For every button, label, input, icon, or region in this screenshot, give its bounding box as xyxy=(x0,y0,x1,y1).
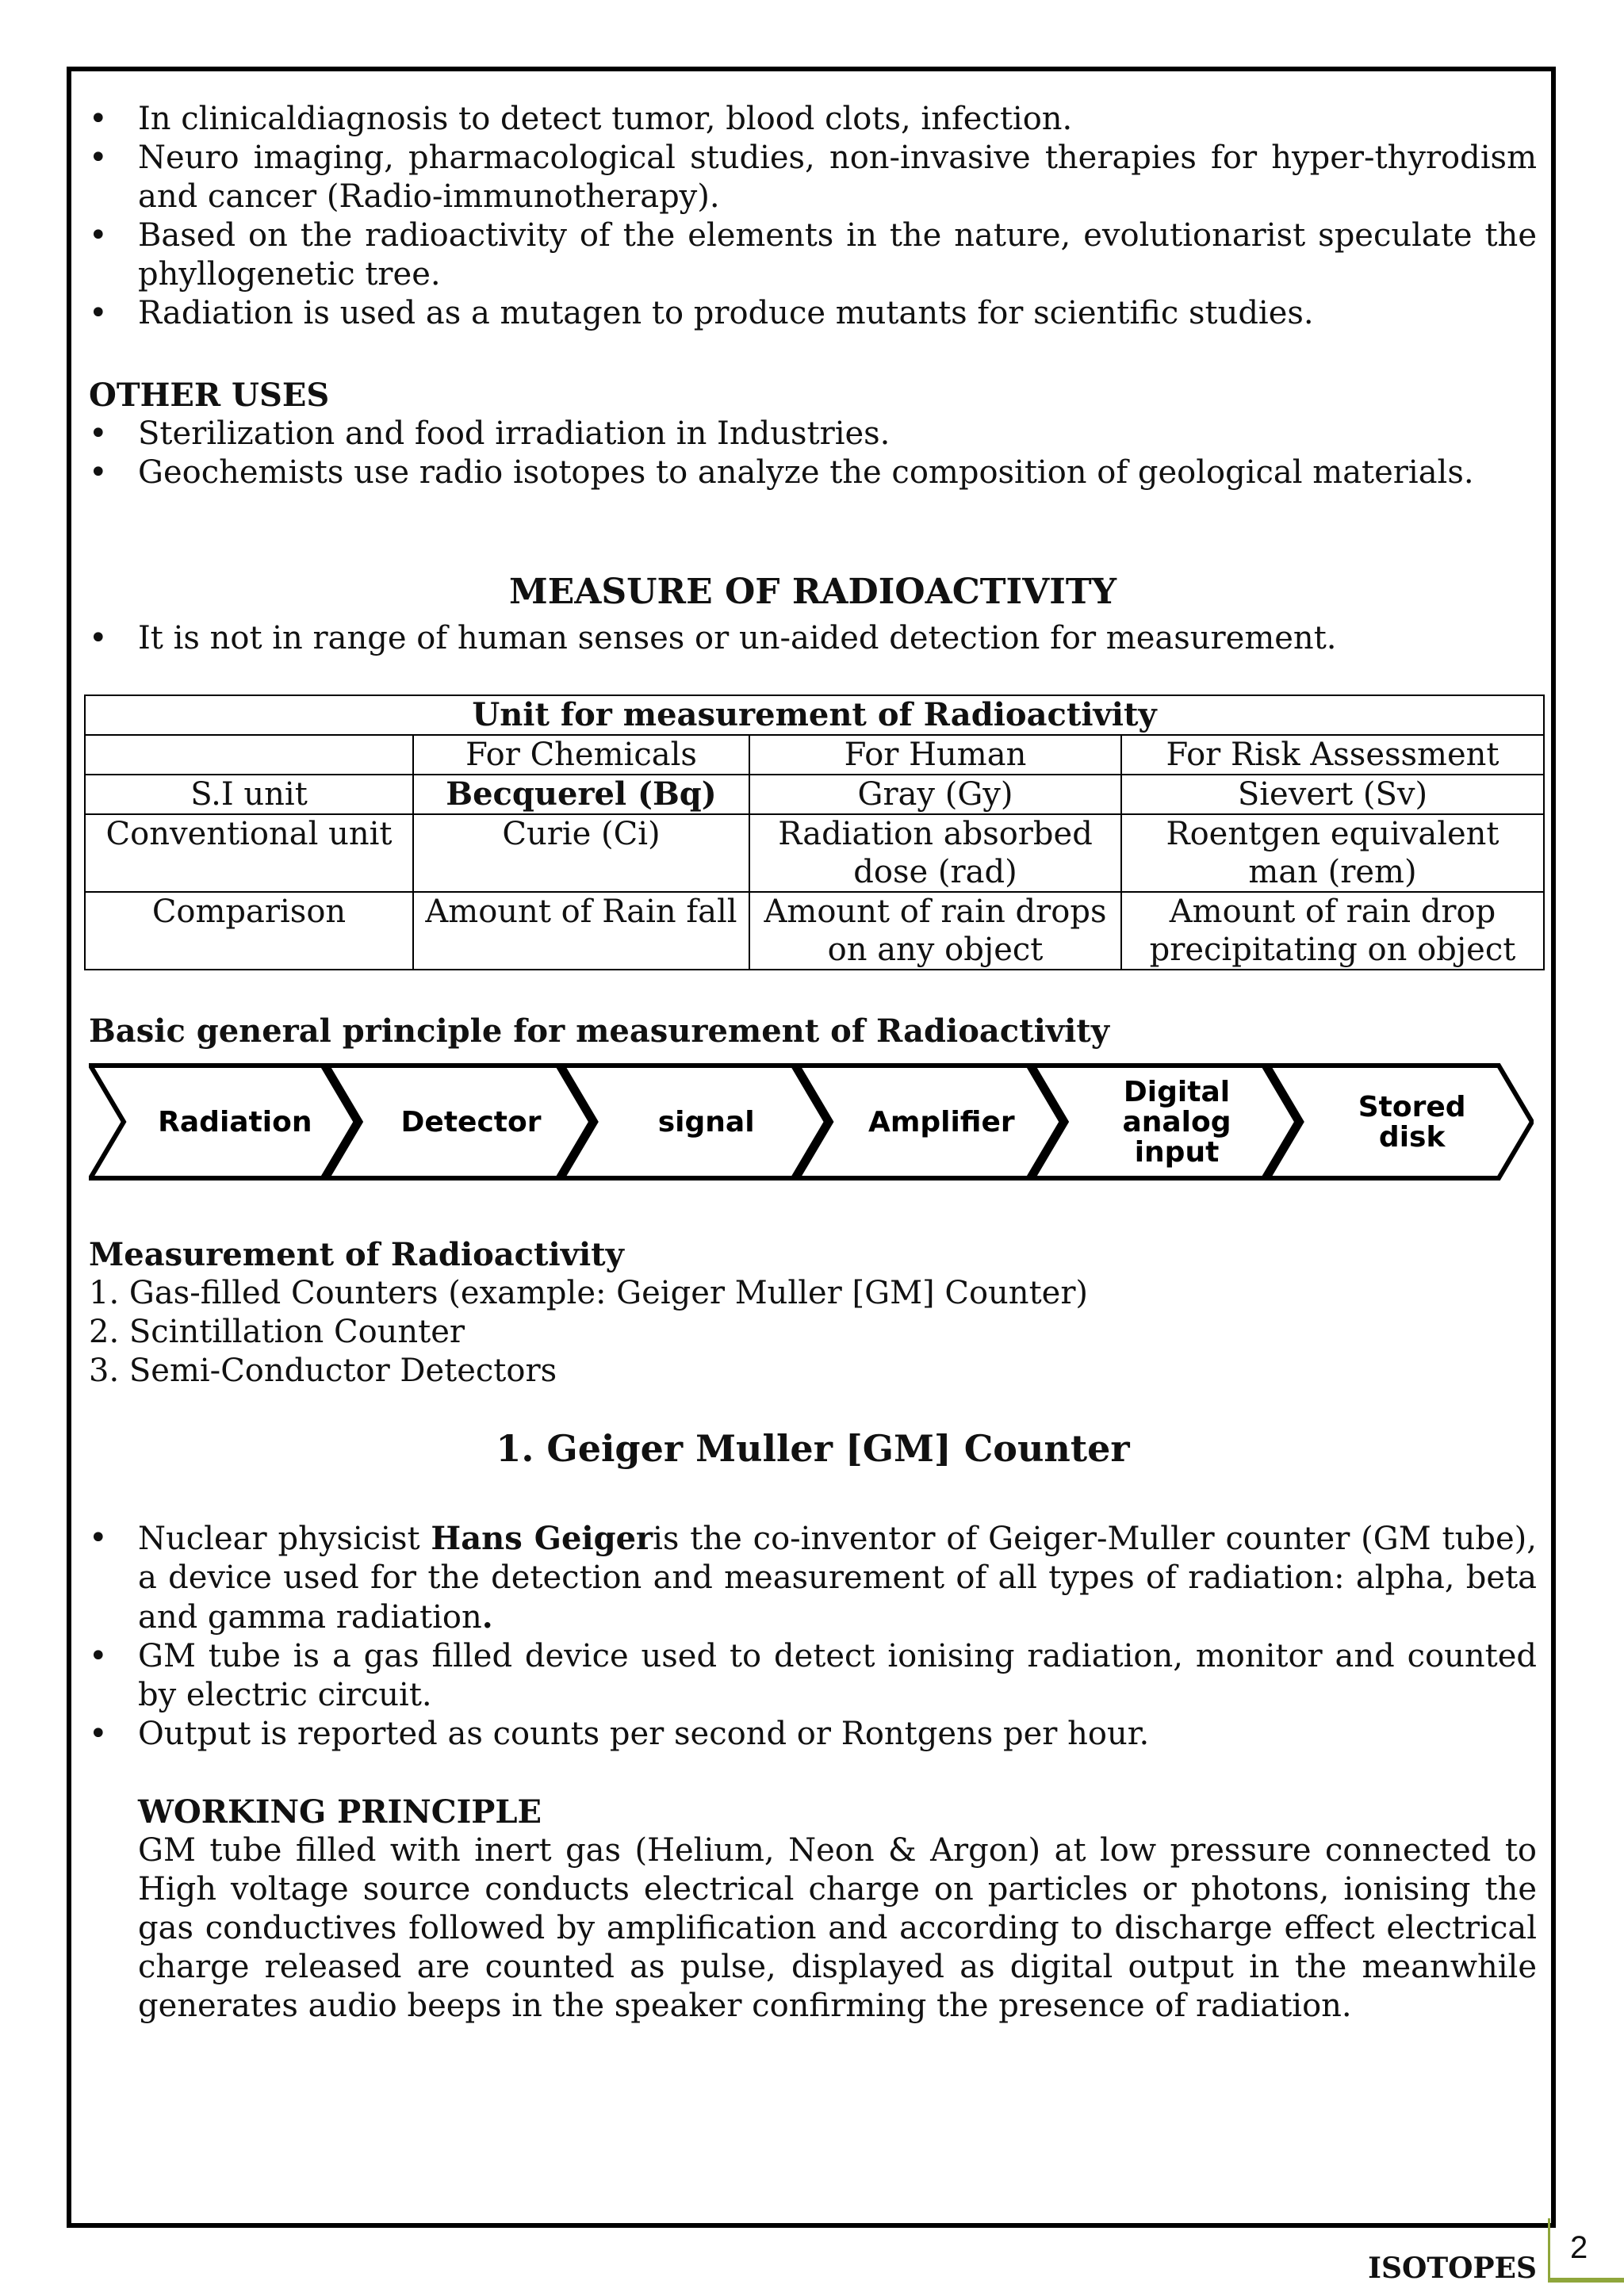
table-cell: Curie (Ci) xyxy=(413,814,749,892)
table-cell: S.I unit xyxy=(85,775,413,814)
footer-accent-rule xyxy=(1548,2278,1624,2283)
table-cell: Amount of rain drops on any object xyxy=(749,892,1121,970)
principle-flow xyxy=(89,1062,1534,1181)
gm-section xyxy=(89,1519,1537,2026)
table-cell: Conventional unit xyxy=(85,814,413,892)
flow-step-label: signal xyxy=(657,1106,755,1138)
table-row xyxy=(85,775,1544,814)
list-item: • Output is reported as counts per second or Rontgens per hour. xyxy=(89,1715,1537,1754)
working-principle-heading: WORKING PRINCIPLE xyxy=(138,1793,542,1831)
list-item xyxy=(89,1519,1537,1637)
footer-accent-bar xyxy=(1548,2218,1550,2282)
list-item: • GM tube is a gas filled device used to detect ionising radiation, monitor and counted by electric circuit. xyxy=(89,1637,1537,1715)
table-cell: Roentgen equivalent man (rem) xyxy=(1121,814,1544,892)
measure-heading: MEASURE OF RADIOACTIVITY xyxy=(509,572,1116,612)
table-cell: Amount of rain drop precipitating on object xyxy=(1121,892,1544,970)
uses-section xyxy=(89,100,1537,333)
list-item: • Based on the radioactivity of the elements in the nature, evolutionarist speculate the phyllogenetic tree. xyxy=(89,216,1537,294)
flow-step-label: Amplifier xyxy=(868,1106,1015,1138)
inventor-name: Hans Geiger xyxy=(431,1520,653,1557)
page-number: 2 xyxy=(1570,2230,1588,2265)
list-item: • Radiation is used as a mutagen to produce mutants for scientific studies. xyxy=(89,294,1537,333)
table-cell: Gray (Gy) xyxy=(749,775,1121,814)
footer-title: ISOTOPES xyxy=(1368,2252,1537,2285)
text-span: . xyxy=(481,1598,493,1636)
flow-step-label: Radiation xyxy=(158,1106,312,1138)
units-table xyxy=(84,695,1545,970)
gm-heading: 1. Geiger Muller [GM] Counter xyxy=(496,1427,1130,1470)
list-item: • Sterilization and food irradiation in Industries. xyxy=(89,415,1537,453)
table-cell: Sievert (Sv) xyxy=(1121,775,1544,814)
table-cell: Radiation absorbed dose (rad) xyxy=(749,814,1121,892)
flow-step-label: disk xyxy=(1378,1121,1446,1154)
measurement-section xyxy=(89,1235,1537,1391)
table-header-cell xyxy=(85,735,413,775)
working-principle xyxy=(89,1793,1537,2026)
list-item: • It is not in range of human senses or un-aided detection for measurement. xyxy=(89,619,1537,658)
measure-section xyxy=(89,619,1537,658)
flow-step-label: Stored xyxy=(1358,1091,1466,1123)
table-cell: Becquerel (Bq) xyxy=(413,775,749,814)
table-header-cell: For Chemicals xyxy=(413,735,749,775)
other-uses-list xyxy=(89,415,1537,492)
table-header-row xyxy=(85,735,1544,775)
working-principle-text: GM tube filled with inert gas (Helium, Neon & Argon) at low pressure connected to High voltage source conducts electrical charge on particles or photons, ionising the gas conductives followed by amplification and according to discharge effect electrical charge released are counted as pulse, displayed as digital output in the meanwhile generates audio beeps in the speaker confirming the presence of radiation. xyxy=(138,1832,1537,2024)
text-span: Nuclear physicist xyxy=(138,1521,431,1557)
list-item: 3. Semi-Conductor Detectors xyxy=(89,1353,557,1389)
flow-step-label: Digital xyxy=(1123,1076,1231,1108)
table-row xyxy=(85,814,1544,892)
flow-step-label: input xyxy=(1134,1136,1220,1169)
other-uses-section xyxy=(89,376,1537,492)
list-item: • In clinicaldiagnosis to detect tumor, blood clots, infection. xyxy=(89,100,1537,139)
list-item: 1. Gas-filled Counters (example: Geiger Muller [GM] Counter) xyxy=(89,1275,1089,1311)
flow-step-label: analog xyxy=(1122,1106,1231,1138)
table-header-cell: For Risk Assessment xyxy=(1121,735,1544,775)
flow-step-label: Detector xyxy=(400,1106,542,1138)
other-uses-heading: OTHER USES xyxy=(89,377,330,414)
table-cell: Comparison xyxy=(85,892,413,970)
uses-list xyxy=(89,100,1537,333)
measurement-heading: Measurement of Radioactivity xyxy=(89,1236,624,1273)
principle-heading: Basic general principle for measurement of Radioactivity xyxy=(89,1012,1109,1050)
table-cell: Amount of Rain fall xyxy=(413,892,749,970)
list-item: 2. Scintillation Counter xyxy=(89,1314,465,1350)
list-item: • Neuro imaging, pharmacological studies, non-invasive therapies for hyper-thyrodism and cancer (Radio-immunotherapy). xyxy=(89,139,1537,216)
list-item: • Geochemists use radio isotopes to analyze the composition of geological materials. xyxy=(89,453,1537,492)
table-row xyxy=(85,892,1544,970)
table-title: Unit for measurement of Radioactivity xyxy=(85,695,1544,735)
principle-flow-diagram xyxy=(89,1062,1534,1181)
table-header-cell: For Human xyxy=(749,735,1121,775)
text-span: is the co-inventor of Geiger-Muller counter (GM tube), a device used for the detection and measurement of all types of radiation: alpha, beta and gamma radiation xyxy=(138,1521,1537,1636)
